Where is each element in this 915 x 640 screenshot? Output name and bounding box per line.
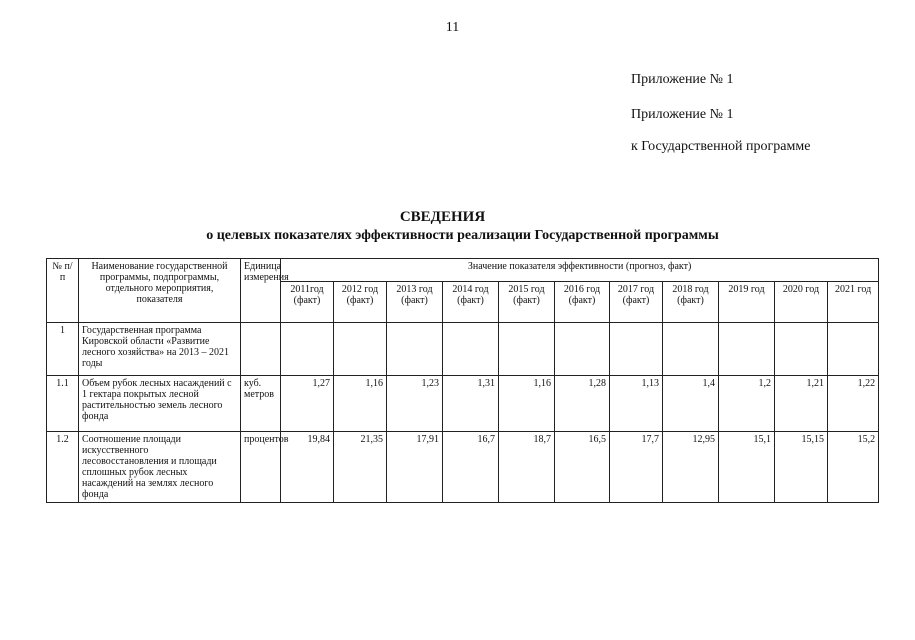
row-num: 1.1: [47, 376, 79, 432]
page-number: 11: [445, 20, 460, 35]
row-value: 15,15: [775, 432, 828, 503]
row-value: 1,28: [555, 376, 610, 432]
header-values-group: Значение показателя эффективности (прогноз, факт): [281, 259, 879, 282]
header-year: 2014 год (факт): [443, 282, 499, 323]
header-year: 2018 год (факт): [663, 282, 719, 323]
header-unit: Единица измерения: [241, 259, 281, 323]
appendix-line-3: к Государственной программе: [631, 139, 811, 154]
header-num: № п/п: [47, 259, 79, 323]
document-title: СВЕДЕНИЯ: [399, 209, 486, 225]
row-value: [555, 323, 610, 376]
row-value: 18,7: [499, 432, 555, 503]
row-value: 1,16: [334, 376, 387, 432]
row-unit: [241, 323, 281, 376]
header-year: 2013 год (факт): [387, 282, 443, 323]
table-row: [47, 376, 879, 432]
appendix-line-2: Приложение № 1: [631, 107, 734, 122]
row-value: [387, 323, 443, 376]
row-num: 1: [47, 323, 79, 376]
row-value: [334, 323, 387, 376]
header-year: 2012 год (факт): [334, 282, 387, 323]
header-year: 2019 год: [719, 282, 775, 323]
row-value: 1,23: [387, 376, 443, 432]
header-year: 2021 год: [828, 282, 879, 323]
row-value: [828, 323, 879, 376]
row-value: [281, 323, 334, 376]
row-value: 1,2: [719, 376, 775, 432]
row-value: 1,27: [281, 376, 334, 432]
header-year: 2020 год: [775, 282, 828, 323]
row-value: 1,4: [663, 376, 719, 432]
table-row: [47, 432, 879, 503]
appendix-line-1: Приложение № 1: [631, 72, 734, 87]
row-value: 1,31: [443, 376, 499, 432]
row-value: 17,91: [387, 432, 443, 503]
row-value: 16,5: [555, 432, 610, 503]
indicators-table: [46, 258, 879, 503]
row-value: 21,35: [334, 432, 387, 503]
row-value: 15,2: [828, 432, 879, 503]
header-year: 2011год (факт): [281, 282, 334, 323]
row-unit: процентов: [241, 432, 281, 503]
header-year: 2015 год (факт): [499, 282, 555, 323]
row-value: 1,21: [775, 376, 828, 432]
row-value: [499, 323, 555, 376]
row-value: [719, 323, 775, 376]
row-value: 16,7: [443, 432, 499, 503]
row-value: 19,84: [281, 432, 334, 503]
row-value: [663, 323, 719, 376]
row-value: 17,7: [610, 432, 663, 503]
row-name: Государственная программа Кировской области «Развитие лесного хозяйства» на 2013 – 2021 годы: [79, 323, 241, 376]
row-value: 15,1: [719, 432, 775, 503]
row-value: [775, 323, 828, 376]
row-value: [610, 323, 663, 376]
row-unit: куб. метров: [241, 376, 281, 432]
row-name: Объем рубок лесных насаждений с 1 гектара покрытых лесной растительностью земель лесного фонда: [79, 376, 241, 432]
header-year: 2016 год (факт): [555, 282, 610, 323]
document-subtitle: о целевых показателях эффективности реализации Государственной программы: [206, 228, 719, 243]
row-num: 1.2: [47, 432, 79, 503]
header-name: Наименование государственной программы, подпрограммы, отдельного мероприятия, показателя: [79, 259, 241, 323]
row-value: 12,95: [663, 432, 719, 503]
header-year: 2017 год (факт): [610, 282, 663, 323]
table-row: [47, 323, 879, 376]
row-value: 1,22: [828, 376, 879, 432]
row-value: 1,13: [610, 376, 663, 432]
row-value: [443, 323, 499, 376]
row-value: 1,16: [499, 376, 555, 432]
row-name: Соотношение площади искусственного лесовосстановления и площади сплошных рубок лесных насаждений на землях лесного фонда: [79, 432, 241, 503]
